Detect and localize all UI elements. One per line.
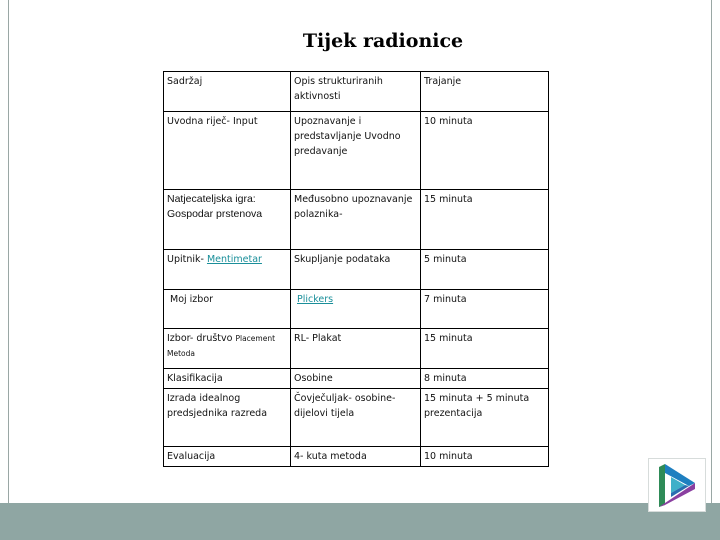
row-duration: 10 minuta — [421, 447, 549, 467]
row-content — [164, 290, 291, 329]
workshop-schedule-table — [163, 71, 549, 467]
row-content-text: Moj izbor — [170, 294, 214, 305]
row-duration: 5 minuta — [421, 250, 549, 290]
row-content-text: Natjecateljska igra: Gospodar prstenova — [167, 193, 263, 220]
row-duration: 15 minuta — [421, 190, 549, 250]
table-row — [164, 389, 549, 447]
row-content: Uvodna riječ- Input — [164, 112, 291, 190]
placement-metoda-text: Placement Metoda — [167, 334, 276, 358]
slide-title: Tijek radionice — [302, 30, 464, 52]
table-header-row — [164, 72, 549, 112]
table-row — [164, 329, 549, 369]
row-content — [164, 190, 291, 250]
row-duration: 7 minuta — [421, 290, 549, 329]
row-duration: 15 minuta — [421, 329, 549, 369]
row-duration: 15 minuta + 5 minuta prezentacija — [421, 389, 549, 447]
row-content: Izrada idealnog predsjednika razreda — [164, 389, 291, 447]
footer-band — [0, 503, 720, 540]
table-row — [164, 190, 549, 250]
row-duration: 8 minuta — [421, 369, 549, 389]
table-row — [164, 250, 549, 290]
table-row — [164, 290, 549, 329]
play-triangle-logo-icon — [648, 458, 706, 512]
mentimetar-link[interactable]: Mentimetar — [206, 254, 262, 265]
table-row — [164, 369, 549, 389]
slide-border-left — [8, 0, 9, 505]
row-description: Međusobno upoznavanje polaznika- — [291, 190, 421, 250]
row-description: Osobine — [291, 369, 421, 389]
row-description: Upoznavanje i predstavljanje Uvodno predavanje — [291, 112, 421, 190]
row-description: RL- Plakat — [291, 329, 421, 369]
row-content: Evaluacija — [164, 447, 291, 467]
header-cell-content: Sadržaj — [164, 72, 291, 112]
row-description: Čovječuljak- osobine- dijelovi tijela — [291, 389, 421, 447]
row-duration: 10 minuta — [421, 112, 549, 190]
table-row — [164, 447, 549, 467]
plickers-link[interactable]: Plickers — [297, 294, 334, 305]
header-cell-description: Opis strukturiranih aktivnosti — [291, 72, 421, 112]
slide-border-right — [711, 0, 712, 505]
header-cell-duration: Trajanje — [421, 72, 549, 112]
table-row — [164, 112, 549, 190]
row-description: 4- kuta metoda — [291, 447, 421, 467]
row-content: Klasifikacija — [164, 369, 291, 389]
row-description: Skupljanje podataka — [291, 250, 421, 290]
row-content-prefix: Izbor- društvo — [167, 333, 236, 344]
row-content — [164, 329, 291, 369]
row-description — [291, 290, 421, 329]
row-content — [164, 250, 291, 290]
row-content-prefix: Upitnik- — [167, 254, 207, 265]
